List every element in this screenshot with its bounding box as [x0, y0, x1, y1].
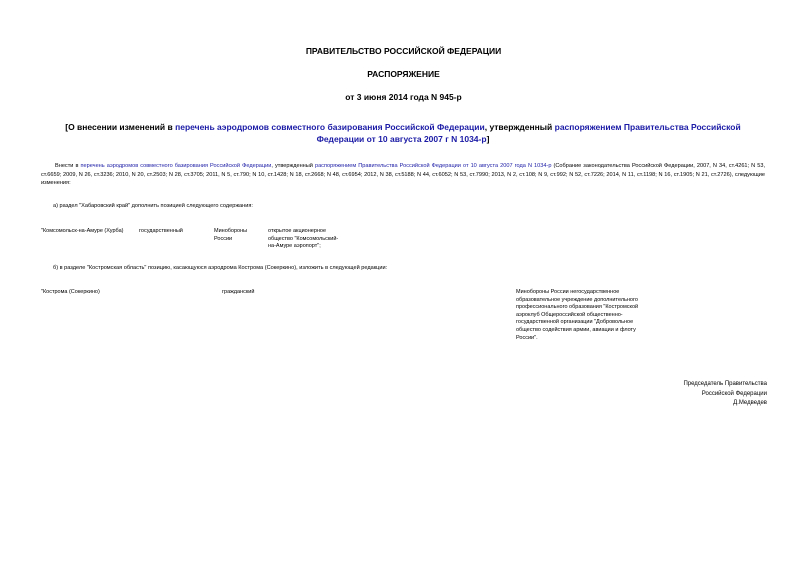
table-b-aerodrome: "Кострома (Сокеркино)	[41, 289, 100, 295]
signature-block	[683, 380, 767, 409]
table-a-type: государственный	[139, 228, 183, 234]
title-close: ]	[486, 134, 490, 144]
doc-type-heading: РАСПОРЯЖЕНИЕ	[367, 69, 440, 79]
title-link-list[interactable]: перечень аэродромов совместного базирования Российской Федерации	[175, 122, 485, 132]
title-open: [О внесении изменений в	[65, 122, 176, 132]
intro-mid: , утвержденный	[271, 163, 315, 169]
signature-title: Председатель Правительства	[683, 381, 767, 387]
intro-paragraph	[41, 162, 765, 188]
title-link-order[interactable]: распоряжением Правительства Российской Федерации от 10 августа 2007 г N 1034-р	[316, 122, 741, 144]
intro-link-order[interactable]: распоряжением Правительства Российской Федерации от 10 августа 2007 года N 1034-р	[314, 163, 552, 169]
table-a-operator2: открытое акционерное общество "Комсомольский-на-Амуре аэропорт";	[268, 228, 339, 250]
table-a-aerodrome: "Комсомольск-на-Амуре (Хурба)	[41, 228, 124, 234]
table-a-operator1: Минобороны России	[214, 228, 248, 242]
intro-rest: (Собрание законодательства Российской Федерации, 2007, N 34, ст.4261; N 53, ст.6659; 2009, N 26, ст.3236; 2010, N 20, ст.2503; N 28, ст.3705; 2011, N 5, ст.790; N 10, ст.1428; N 18, ст.2668; N 48, ст.6954; 2012, N 38, ст.5188; N 44, ст.6052; N 53, ст.7990; 2013, N 2, ст.108; N 9, ст.992; N 52, ст.7226; 2014, N 11, ст.1198; N 16, ст.1905; N 21, ст.2726), следующие изменения:	[41, 163, 765, 187]
signature-name: Д.Медведев	[733, 400, 767, 406]
doc-title	[50, 121, 756, 145]
item-b-text: б) в разделе "Костромская область" позицию, касающуюся аэродрома Кострома (Сокеркино), изложить в следующей редакции:	[53, 265, 388, 271]
intro-prefix: Внести в	[55, 163, 81, 169]
table-b-type: гражданский	[222, 289, 255, 295]
item-a-text: а) раздел "Хабаровский край" дополнить позицией следующего содержания:	[53, 203, 253, 209]
doc-date-number: от 3 июня 2014 года N 945-р	[345, 92, 462, 102]
intro-link-list[interactable]: перечень аэродромов совместного базирования Российской Федерации	[80, 163, 272, 169]
signature-country: Российской Федерации	[701, 390, 767, 397]
title-mid: , утвержденный	[484, 122, 555, 132]
table-b-operator: Минобороны России негосударственное образовательное учреждение дополнительного профессионального образования "Костромской аэроклуб Общероссийской общественно-государственной организации "Добровольное общество содействия армии, авиации и флоту России".	[516, 289, 639, 341]
org-heading: ПРАВИТЕЛЬСТВО РОССИЙСКОЙ ФЕДЕРАЦИИ	[305, 46, 502, 56]
